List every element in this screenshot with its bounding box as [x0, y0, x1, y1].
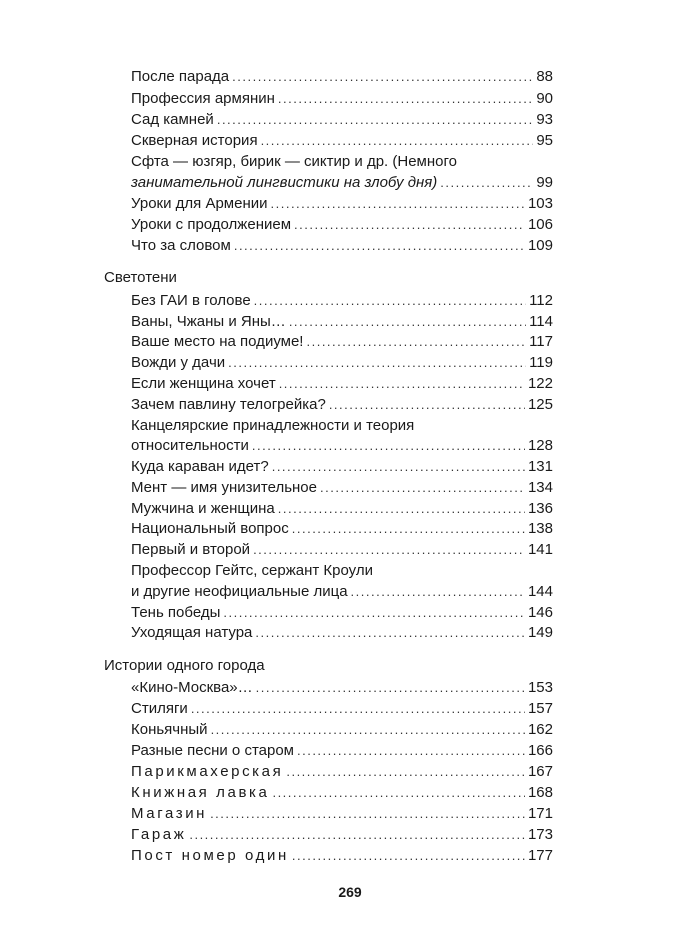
- toc-entry-title: Национальный вопрос: [131, 520, 289, 537]
- toc-entry: [131, 332, 553, 352]
- toc-entry: [131, 699, 553, 719]
- toc-entry: [131, 236, 553, 256]
- toc-entry-title: Парикмахерская: [131, 763, 284, 780]
- toc-entry-page: 125: [527, 396, 553, 413]
- toc-entry: [131, 603, 553, 623]
- toc-entry-title: Уроки для Армении: [131, 195, 268, 212]
- toc-entry: [131, 804, 553, 824]
- toc-entry-title: Мент — имя унизительное: [131, 479, 317, 496]
- toc-entry-title: Первый и второй: [131, 541, 251, 558]
- toc-entry-page: 122: [527, 375, 553, 392]
- toc-entry-title: Ваны, Чжаны и Яны…: [131, 313, 286, 330]
- toc-entry-page: 112: [529, 292, 553, 309]
- toc-entry-title: Ваше место на подиуме!: [131, 333, 304, 350]
- toc-entry-page: 136: [527, 500, 553, 517]
- dot-leader: [272, 783, 525, 803]
- toc-entry-page: 106: [527, 216, 553, 233]
- toc-entry-title: Магазин: [131, 805, 208, 822]
- dot-leader: [217, 110, 533, 130]
- dot-leader: [261, 131, 534, 151]
- toc-entry-title: Уроки с продолжением: [131, 216, 292, 233]
- toc-entry-title: Вожди у дачи: [131, 354, 226, 371]
- toc-entry: [131, 353, 553, 373]
- toc-entry: [131, 623, 553, 643]
- toc-entry: [131, 194, 553, 214]
- toc-entry-title: и другие неофициальные лица: [131, 583, 348, 600]
- toc-entry-title: Пост номер один: [131, 847, 289, 864]
- toc-entry-page: 128: [527, 437, 553, 454]
- toc-entry-page: 146: [527, 604, 553, 621]
- toc-entry: [131, 720, 553, 740]
- toc-entry-title-line1: Сфта — юзгяр, бирик — сиктир и др. (Немного: [131, 153, 457, 170]
- dot-leader: [253, 540, 525, 560]
- dot-leader: [351, 582, 525, 602]
- toc-entry-page: 166: [527, 742, 553, 759]
- toc-entry: [131, 457, 553, 477]
- toc-entry-page: 103: [527, 195, 553, 212]
- toc-entry: [131, 312, 553, 332]
- dot-leader: [278, 89, 533, 109]
- toc-entry: [131, 395, 553, 415]
- dot-leader: [211, 720, 525, 740]
- page-number: 269: [338, 884, 362, 900]
- toc-entry-title-line1: Канцелярские принадлежности и теория: [131, 417, 415, 434]
- toc-entry: [131, 291, 553, 311]
- toc-entry-title: Мужчина и женщина: [131, 500, 275, 517]
- dot-leader: [252, 436, 525, 456]
- toc-entry-page: 134: [527, 479, 553, 496]
- toc-entry: [131, 215, 553, 235]
- dot-leader: [254, 291, 526, 311]
- toc-entry: [131, 519, 553, 539]
- toc-entry: [131, 678, 553, 698]
- toc-entry-title: Тень победы: [131, 604, 221, 621]
- dot-leader: [272, 457, 525, 477]
- toc-entry-page: 167: [527, 763, 553, 780]
- toc-entry-title: Что за словом: [131, 237, 231, 254]
- toc-entry-title: Разные песни о старом: [131, 742, 294, 759]
- toc-entry: [131, 478, 553, 498]
- dot-leader: [306, 332, 526, 352]
- toc-entry: [131, 374, 553, 394]
- toc-entry-page: 93: [536, 111, 553, 128]
- toc-entry-title: Куда караван идет?: [131, 458, 269, 475]
- dot-leader: [297, 741, 525, 761]
- toc-entry: [131, 825, 553, 845]
- toc-entry-title: занимательной лингвистики на злобу дня): [131, 174, 438, 191]
- toc-entry: [131, 131, 553, 151]
- toc-entry-title: Стиляги: [131, 700, 188, 717]
- toc-entry-page: 171: [527, 805, 553, 822]
- toc-entry-page: 177: [527, 847, 553, 864]
- toc-entry-page: 88: [536, 68, 553, 85]
- dot-leader: [232, 67, 533, 87]
- toc-entry-title: Сад камней: [131, 111, 214, 128]
- dot-leader: [191, 699, 525, 719]
- toc-entry-title: Зачем павлину телогрейка?: [131, 396, 326, 413]
- toc-entry-title: Книжная лавка: [131, 784, 270, 801]
- section-heading: Истории одного города: [104, 657, 265, 674]
- toc-entry-title: Если женщина хочет: [131, 375, 276, 392]
- toc-entry: [131, 436, 553, 456]
- toc-entry: [131, 89, 553, 109]
- toc-entry: [131, 762, 553, 782]
- dot-leader: [278, 499, 525, 519]
- toc-entry-page: 157: [527, 700, 553, 717]
- toc-entry-page: 138: [527, 520, 553, 537]
- toc-entry-page: 141: [527, 541, 553, 558]
- toc-entry-page: 168: [527, 784, 553, 801]
- toc-entry-page: 95: [536, 132, 553, 149]
- toc-entry: [131, 846, 553, 866]
- toc-entry-page: 109: [527, 237, 553, 254]
- toc-entry-page: 90: [536, 90, 553, 107]
- section-heading: Светотени: [104, 269, 177, 286]
- dot-leader: [329, 395, 525, 415]
- toc-entry-title: Профессия армянин: [131, 90, 275, 107]
- toc-entry-page: 162: [527, 721, 553, 738]
- toc-entry-page: 153: [527, 679, 553, 696]
- dot-leader: [210, 804, 525, 824]
- dot-leader: [189, 825, 525, 845]
- toc-entry-title: После парада: [131, 68, 230, 85]
- toc-entry: [131, 499, 553, 519]
- dot-leader: [279, 374, 525, 394]
- toc-entry: [131, 741, 553, 761]
- toc-entry: [131, 110, 553, 130]
- toc-entry-title: Без ГАИ в голове: [131, 292, 251, 309]
- dot-leader: [320, 478, 525, 498]
- dot-leader: [294, 215, 525, 235]
- toc-entry: [131, 67, 553, 87]
- toc-entry-page: 131: [527, 458, 553, 475]
- toc-entry-title-line1: Профессор Гейтс, сержант Кроули: [131, 562, 373, 579]
- toc-entry-page: 149: [527, 624, 553, 641]
- toc-entry-title: Скверная история: [131, 132, 258, 149]
- dot-leader: [223, 603, 525, 623]
- toc-entry-page: 173: [527, 826, 553, 843]
- toc-entry: [131, 783, 553, 803]
- toc-entry: [131, 582, 553, 602]
- toc-entry-title: относительности: [131, 437, 249, 454]
- toc-entry-page: 99: [536, 174, 553, 191]
- toc-entry-title: Коньячный: [131, 721, 208, 738]
- toc-entry-title: Гараж: [131, 826, 187, 843]
- dot-leader: [440, 173, 533, 193]
- toc-entry-title: Уходящая натура: [131, 624, 253, 641]
- toc-entry-title: «Кино-Москва»…: [131, 679, 253, 696]
- toc-entry-page: 144: [527, 583, 553, 600]
- dot-leader: [228, 353, 526, 373]
- toc-entry: [131, 540, 553, 560]
- dot-leader: [286, 762, 525, 782]
- dot-leader: [289, 312, 526, 332]
- toc-entry-page: 117: [529, 333, 553, 350]
- dot-leader: [292, 519, 525, 539]
- dot-leader: [271, 194, 525, 214]
- toc-entry-page: 114: [529, 313, 553, 330]
- toc-entry: [131, 173, 553, 193]
- dot-leader: [234, 236, 525, 256]
- toc-entry-page: 119: [529, 354, 553, 371]
- dot-leader: [255, 623, 525, 643]
- dot-leader: [256, 678, 525, 698]
- dot-leader: [292, 846, 525, 866]
